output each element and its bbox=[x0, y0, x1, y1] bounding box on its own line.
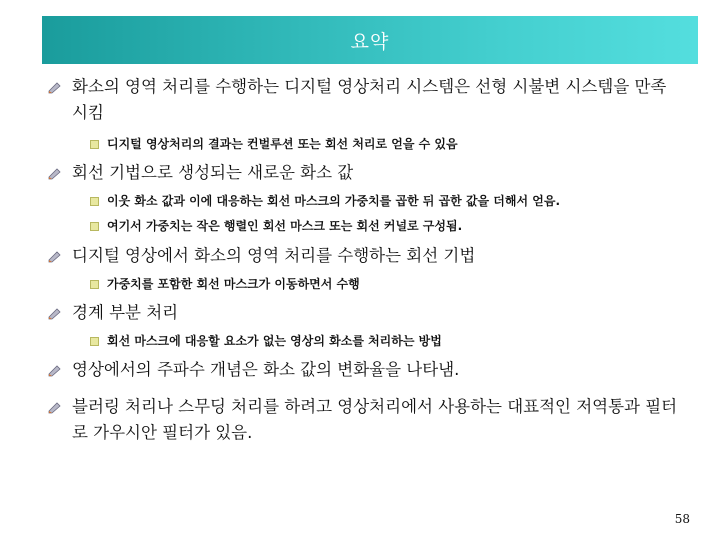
pen-bullet-icon bbox=[48, 402, 62, 414]
pen-bullet-icon bbox=[48, 251, 62, 263]
bullet-2-sub-2 bbox=[107, 218, 687, 234]
page-number: 58 bbox=[674, 512, 690, 526]
square-bullet-icon bbox=[90, 140, 99, 149]
bullet-2-sub-1 bbox=[107, 193, 687, 209]
pen-bullet-icon bbox=[48, 82, 62, 94]
pen-bullet-icon bbox=[48, 308, 62, 320]
slide-title: 요약 bbox=[350, 30, 390, 53]
bullet-1-sub-1-text: 디지털 영상처리의 결과는 컨벌루션 또는 회선 처리로 얻을 수 있음 bbox=[107, 137, 458, 151]
bullet-1-sub-1 bbox=[107, 136, 687, 152]
bullet-2-text: 회선 기법으로 생성되는 새로운 화소 값 bbox=[72, 163, 354, 182]
bullet-1-text: 화소의 영역 처리를 수행하는 디지털 영상처리 시스템은 선형 시불변 시스템을 만족시킴 bbox=[72, 77, 667, 122]
bullet-1 bbox=[72, 74, 682, 126]
bullet-6-text: 블러링 처리나 스무딩 처리를 하려고 영상처리에서 사용하는 대표적인 저역통과 필터로 가우시안 필터가 있음. bbox=[72, 397, 678, 442]
square-bullet-icon bbox=[90, 337, 99, 346]
bullet-5-text: 영상에서의 주파수 개념은 화소 값의 변화율을 나타냄. bbox=[72, 360, 460, 379]
square-bullet-icon bbox=[90, 197, 99, 206]
bullet-4-sub-1-text: 회선 마스크에 대응할 요소가 없는 영상의 화소를 처리하는 방법 bbox=[107, 334, 442, 348]
bullet-3-sub-1-text: 가중치를 포함한 회선 마스크가 이동하면서 수행 bbox=[107, 277, 360, 291]
bullet-3-text: 디지털 영상에서 화소의 영역 처리를 수행하는 회선 기법 bbox=[72, 246, 476, 265]
pen-bullet-icon bbox=[48, 365, 62, 377]
bullet-4-sub-1 bbox=[107, 333, 687, 349]
bullet-3 bbox=[72, 243, 682, 269]
bullet-3-sub-1 bbox=[107, 276, 687, 292]
bullet-2-sub-1-text: 이웃 화소 값과 이에 대응하는 회선 마스크의 가중치를 곱한 뒤 곱한 값을 더해서 얻음. bbox=[107, 194, 561, 208]
bullet-2 bbox=[72, 160, 682, 186]
bullet-6 bbox=[72, 394, 682, 446]
square-bullet-icon bbox=[90, 222, 99, 231]
bullet-4 bbox=[72, 300, 682, 326]
square-bullet-icon bbox=[90, 280, 99, 289]
bullet-2-sub-2-text: 여기서 가중치는 작은 행렬인 회선 마스크 또는 회선 커널로 구성됨. bbox=[107, 219, 463, 233]
bullet-5 bbox=[72, 357, 682, 383]
pen-bullet-icon bbox=[48, 168, 62, 180]
bullet-4-text: 경계 부분 처리 bbox=[72, 303, 179, 322]
